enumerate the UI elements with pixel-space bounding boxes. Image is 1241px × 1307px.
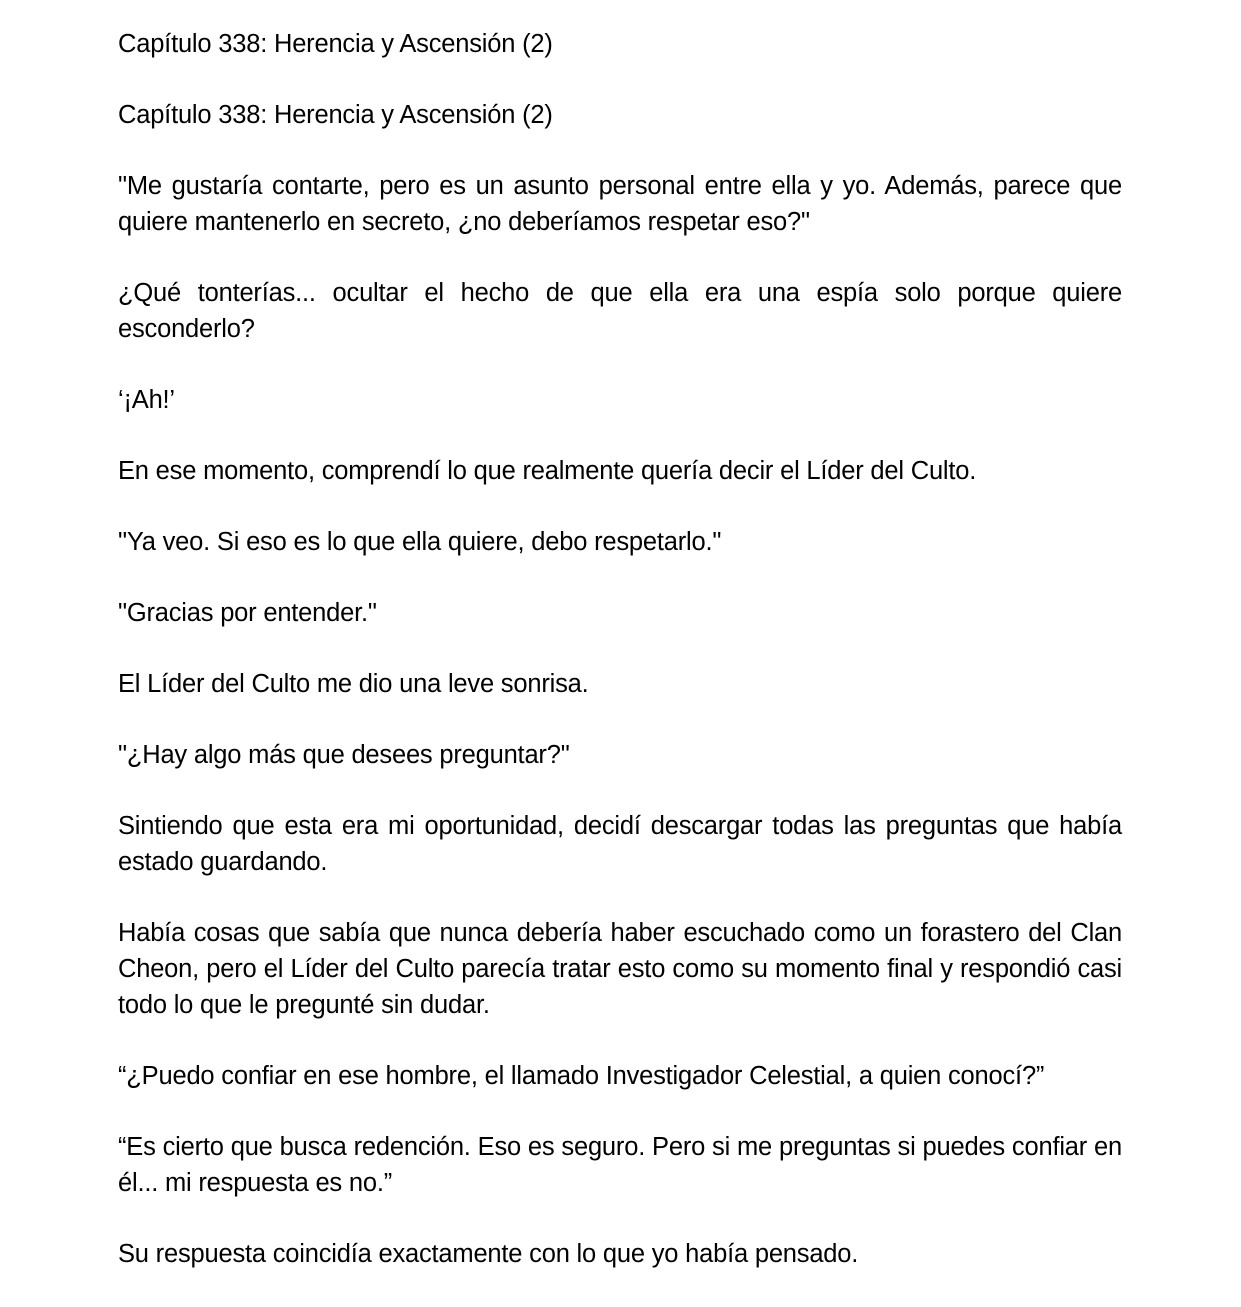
paragraph: Sintiendo que esta era mi oportunidad, decidí descargar todas las preguntas que había estado guardando. [118,812,1122,876]
paragraph: En ese momento, comprendí lo que realmente quería decir el Líder del Culto. [118,457,977,485]
paragraph: "Ya veo. Si eso es lo que ella quiere, debo respetarlo." [118,528,722,556]
chapter-title-repeat: Capítulo 338: Herencia y Ascensión (2) [118,101,553,129]
paragraph: “¿Puedo confiar en ese hombre, el llamado Investigador Celestial, a quien conocí?” [118,1062,1045,1090]
paragraph: Su respuesta coincidía exactamente con lo que yo había pensado. [118,1240,859,1268]
chapter-title: Capítulo 338: Herencia y Ascensión (2) [118,30,553,58]
paragraph: ‘¡Ah!’ [118,386,175,414]
paragraph: Había cosas que sabía que nunca debería haber escuchado como un forastero del Clan Cheon, pero el Líder del Culto parecía tratar esto como su momento final y respondió casi todo lo que le pregunté sin dudar. [118,919,1122,1019]
paragraph: El Líder del Culto me dio una leve sonrisa. [118,670,589,698]
paragraph: "Me gustaría contarte, pero es un asunto personal entre ella y yo. Además, parece que quiere mantenerlo en secreto, ¿no deberíamos respetar eso?" [118,172,1122,236]
document-page [118,26,1122,1307]
paragraph: “Es cierto que busca redención. Eso es seguro. Pero si me preguntas si puedes confiar en él... mi respuesta es no.” [118,1133,1122,1197]
paragraph: "¿Hay algo más que desees preguntar?" [118,741,570,769]
paragraph: "Gracias por entender." [118,599,377,627]
paragraph: ¿Qué tonterías... ocultar el hecho de que ella era una espía solo porque quiere esconderlo? [118,279,1122,343]
